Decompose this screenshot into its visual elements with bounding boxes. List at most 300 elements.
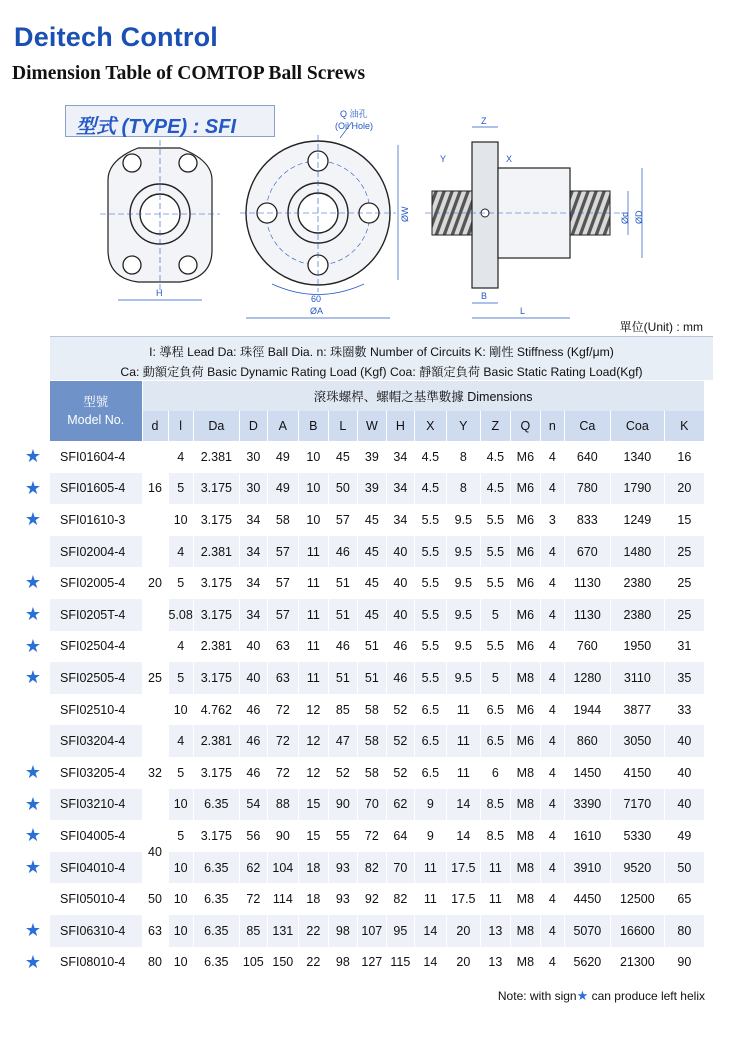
cell-ca: 833 xyxy=(564,504,610,536)
cell-z: 6 xyxy=(480,757,510,789)
cell-d: 40 xyxy=(239,662,267,694)
cell-w: 70 xyxy=(357,789,386,821)
technical-drawing xyxy=(0,100,745,325)
page-title: Dimension Table of COMTOP Ball Screws xyxy=(12,63,366,84)
cell-l: 10 xyxy=(168,504,193,536)
cell-da: 3.175 xyxy=(193,473,239,505)
cell-q: M8 xyxy=(510,852,540,884)
cell-l: 5 xyxy=(168,662,193,694)
star-icon: ★ xyxy=(24,477,42,498)
cell-q: M6 xyxy=(510,631,540,663)
cell-y: 9.5 xyxy=(446,567,480,599)
diameter-cell: 40 xyxy=(142,820,168,883)
cell-da: 2.381 xyxy=(193,725,239,757)
cell-l: 46 xyxy=(328,536,357,568)
dim-a-label: ØA xyxy=(310,306,324,316)
cell-d: 54 xyxy=(239,789,267,821)
column-header-K: K xyxy=(664,411,704,441)
cell-w: 45 xyxy=(357,567,386,599)
star-icon: ★ xyxy=(24,446,42,466)
diameter-cell: 32 xyxy=(142,725,168,820)
cell-n: 4 xyxy=(540,883,564,915)
cell-x: 5.5 xyxy=(414,631,446,663)
cell-da: 6.35 xyxy=(193,852,239,884)
cell-x: 6.5 xyxy=(414,725,446,757)
note-prefix: Note: with sign xyxy=(497,989,577,1003)
cell-a: 63 xyxy=(267,631,298,663)
model-header xyxy=(50,381,142,441)
model-cell: SFI03204-4 xyxy=(50,725,142,757)
cell-coa: 3050 xyxy=(610,725,664,757)
cell-x: 4.5 xyxy=(414,473,446,505)
column-header-B: B xyxy=(298,411,328,441)
table-body xyxy=(50,441,704,978)
cell-l: 5.08 xyxy=(168,599,193,631)
cell-q: M6 xyxy=(510,504,540,536)
cell-w: 82 xyxy=(357,852,386,884)
cell-b: 12 xyxy=(298,725,328,757)
dimensions-header: 滾珠螺桿、螺帽之基準數據 Dimensions xyxy=(142,381,704,411)
cell-k: 20 xyxy=(664,473,704,505)
cell-n: 3 xyxy=(540,504,564,536)
cell-d: 85 xyxy=(239,915,267,947)
cell-w: 58 xyxy=(357,757,386,789)
cell-l: 55 xyxy=(328,820,357,852)
diameter-cell: 63 xyxy=(142,915,168,947)
cell-b: 22 xyxy=(298,947,328,979)
table-row xyxy=(50,536,704,568)
model-cell: SFI01610-3 xyxy=(50,504,142,536)
cell-l: 51 xyxy=(328,567,357,599)
cell-l: 4 xyxy=(168,631,193,663)
cell-a: 63 xyxy=(267,662,298,694)
star-icon: ★ xyxy=(24,667,42,688)
cell-h: 40 xyxy=(386,599,414,631)
cell-k: 40 xyxy=(664,757,704,789)
cell-x: 5.5 xyxy=(414,567,446,599)
cell-n: 4 xyxy=(540,567,564,599)
cell-da: 2.381 xyxy=(193,631,239,663)
type-label: 型式 (TYPE) : SFI xyxy=(76,116,236,138)
column-header-Y: Y xyxy=(446,411,480,441)
cell-h: 52 xyxy=(386,757,414,789)
cell-da: 2.381 xyxy=(193,441,239,473)
cell-ca: 780 xyxy=(564,473,610,505)
cell-q: M8 xyxy=(510,789,540,821)
cell-y: 9.5 xyxy=(446,599,480,631)
cell-y: 20 xyxy=(446,947,480,979)
cell-n: 4 xyxy=(540,694,564,726)
diameter-cell: 50 xyxy=(142,883,168,915)
cell-ca: 760 xyxy=(564,631,610,663)
cell-x: 14 xyxy=(414,947,446,979)
cell-ca: 1280 xyxy=(564,662,610,694)
table-row xyxy=(50,725,704,757)
dim-h-label: H xyxy=(156,288,163,298)
table-row xyxy=(50,820,704,852)
star-icon: ★ xyxy=(576,988,589,1003)
diameter-cell: 16 xyxy=(142,441,168,536)
flange-front-flat-view xyxy=(100,140,220,300)
cell-x: 9 xyxy=(414,789,446,821)
dim-dd-label: ØD xyxy=(634,210,644,224)
cell-w: 51 xyxy=(357,662,386,694)
cell-k: 80 xyxy=(664,915,704,947)
table-row xyxy=(50,631,704,663)
cell-k: 90 xyxy=(664,947,704,979)
cell-k: 40 xyxy=(664,789,704,821)
cell-d: 56 xyxy=(239,820,267,852)
cell-a: 88 xyxy=(267,789,298,821)
cell-l: 5 xyxy=(168,567,193,599)
cell-l: 5 xyxy=(168,820,193,852)
cell-l: 47 xyxy=(328,725,357,757)
cell-y: 14 xyxy=(446,789,480,821)
cell-ca: 1130 xyxy=(564,599,610,631)
cell-l: 4 xyxy=(168,725,193,757)
cell-y: 20 xyxy=(446,915,480,947)
model-cell: SFI05010-4 xyxy=(50,883,142,915)
cell-b: 12 xyxy=(298,757,328,789)
cell-l: 10 xyxy=(168,883,193,915)
cell-q: M8 xyxy=(510,947,540,979)
cell-l: 10 xyxy=(168,694,193,726)
cell-coa: 2380 xyxy=(610,599,664,631)
cell-q: M6 xyxy=(510,599,540,631)
dim-l-label: L xyxy=(520,306,526,316)
model-cell: SFI02004-4 xyxy=(50,536,142,568)
cell-l: 85 xyxy=(328,694,357,726)
model-cell: SFI02505-4 xyxy=(50,662,142,694)
cell-da: 2.381 xyxy=(193,536,239,568)
model-cell: SFI02005-4 xyxy=(50,567,142,599)
cell-b: 15 xyxy=(298,789,328,821)
cell-y: 8 xyxy=(446,473,480,505)
cell-q: M8 xyxy=(510,662,540,694)
cell-z: 4.5 xyxy=(480,473,510,505)
table-row xyxy=(50,915,704,947)
cell-a: 104 xyxy=(267,852,298,884)
table-row xyxy=(50,441,704,473)
column-header-D: D xyxy=(239,411,267,441)
cell-b: 12 xyxy=(298,694,328,726)
column-header-Ca: Ca xyxy=(564,411,610,441)
nut-side-view xyxy=(425,116,644,318)
cell-l: 50 xyxy=(328,473,357,505)
cell-h: 64 xyxy=(386,820,414,852)
cell-n: 4 xyxy=(540,662,564,694)
cell-ca: 4450 xyxy=(564,883,610,915)
cell-w: 107 xyxy=(357,915,386,947)
diameter-cell: 80 xyxy=(142,947,168,979)
cell-l: 4 xyxy=(168,536,193,568)
cell-a: 57 xyxy=(267,536,298,568)
cell-da: 3.175 xyxy=(193,567,239,599)
cell-coa: 21300 xyxy=(610,947,664,979)
cell-coa: 1480 xyxy=(610,536,664,568)
cell-x: 11 xyxy=(414,852,446,884)
cell-k: 15 xyxy=(664,504,704,536)
cell-b: 15 xyxy=(298,820,328,852)
legend-line-1: I: 導程 Lead Da: 珠徑 Ball Dia. n: 珠圈數 Number of Circuits K: 剛性 Stiffness (Kgf/μm) xyxy=(149,345,614,359)
cell-b: 18 xyxy=(298,852,328,884)
cell-b: 10 xyxy=(298,504,328,536)
cell-l: 93 xyxy=(328,883,357,915)
cell-ca: 1944 xyxy=(564,694,610,726)
cell-z: 5.5 xyxy=(480,504,510,536)
cell-x: 5.5 xyxy=(414,599,446,631)
cell-n: 4 xyxy=(540,473,564,505)
model-cell: SFI03210-4 xyxy=(50,789,142,821)
legend-line-2: Ca: 動額定負荷 Basic Dynamic Rating Load (Kgf) Coa: 靜額定負荷 Basic Static Rating Load(Kgf) xyxy=(120,365,643,379)
star-icon: ★ xyxy=(24,856,42,877)
cell-y: 17.5 xyxy=(446,883,480,915)
cell-ca: 3390 xyxy=(564,789,610,821)
cell-b: 11 xyxy=(298,599,328,631)
cell-w: 72 xyxy=(357,820,386,852)
column-header-Coa: Coa xyxy=(610,411,664,441)
cell-h: 40 xyxy=(386,536,414,568)
cell-coa: 4150 xyxy=(610,757,664,789)
cell-y: 17.5 xyxy=(446,852,480,884)
dimension-table xyxy=(50,381,705,978)
cell-da: 6.35 xyxy=(193,915,239,947)
cell-b: 11 xyxy=(298,631,328,663)
column-header-n: n xyxy=(540,411,564,441)
cell-h: 70 xyxy=(386,852,414,884)
cell-n: 4 xyxy=(540,852,564,884)
cell-n: 4 xyxy=(540,915,564,947)
diameter-cell: 20 xyxy=(142,536,168,631)
cell-w: 127 xyxy=(357,947,386,979)
cell-l: 10 xyxy=(168,789,193,821)
cell-n: 4 xyxy=(540,789,564,821)
cell-ca: 640 xyxy=(564,441,610,473)
cell-n: 4 xyxy=(540,820,564,852)
star-icon: ★ xyxy=(24,762,42,782)
unit-label: 單位(Unit) : mm xyxy=(619,320,703,334)
cell-q: M8 xyxy=(510,820,540,852)
cell-b: 18 xyxy=(298,883,328,915)
cell-w: 58 xyxy=(357,725,386,757)
cell-l: 5 xyxy=(168,473,193,505)
cell-l: 90 xyxy=(328,789,357,821)
cell-x: 6.5 xyxy=(414,757,446,789)
cell-da: 3.175 xyxy=(193,662,239,694)
model-cell: SFI08010-4 xyxy=(50,947,142,979)
cell-coa: 9520 xyxy=(610,852,664,884)
cell-q: M8 xyxy=(510,883,540,915)
cell-x: 5.5 xyxy=(414,504,446,536)
cell-da: 3.175 xyxy=(193,504,239,536)
cell-w: 45 xyxy=(357,599,386,631)
cell-ca: 3910 xyxy=(564,852,610,884)
cell-l: 98 xyxy=(328,915,357,947)
cell-k: 25 xyxy=(664,599,704,631)
cell-q: M6 xyxy=(510,536,540,568)
star-icon: ★ xyxy=(24,604,42,624)
cell-q: M6 xyxy=(510,694,540,726)
cell-coa: 1249 xyxy=(610,504,664,536)
cell-da: 6.35 xyxy=(193,789,239,821)
cell-a: 49 xyxy=(267,441,298,473)
cell-w: 45 xyxy=(357,536,386,568)
model-cell: SFI01605-4 xyxy=(50,473,142,505)
cell-h: 46 xyxy=(386,662,414,694)
cell-y: 11 xyxy=(446,725,480,757)
cell-l: 52 xyxy=(328,757,357,789)
model-cell: SFI06310-4 xyxy=(50,915,142,947)
cell-x: 11 xyxy=(414,883,446,915)
cell-coa: 3877 xyxy=(610,694,664,726)
cell-b: 11 xyxy=(298,662,328,694)
cell-k: 25 xyxy=(664,536,704,568)
cell-y: 9.5 xyxy=(446,662,480,694)
cell-a: 131 xyxy=(267,915,298,947)
cell-z: 13 xyxy=(480,947,510,979)
cell-x: 6.5 xyxy=(414,694,446,726)
cell-coa: 7170 xyxy=(610,789,664,821)
cell-k: 16 xyxy=(664,441,704,473)
cell-da: 6.35 xyxy=(193,947,239,979)
cell-l: 10 xyxy=(168,852,193,884)
dim-x-label: X xyxy=(506,154,513,164)
cell-coa: 3110 xyxy=(610,662,664,694)
cell-a: 72 xyxy=(267,757,298,789)
column-header-X: X xyxy=(414,411,446,441)
column-header-Da: Da xyxy=(193,411,239,441)
cell-h: 46 xyxy=(386,631,414,663)
star-icon: ★ xyxy=(24,951,42,972)
cell-z: 6.5 xyxy=(480,725,510,757)
model-cell: SFI0205T-4 xyxy=(50,599,142,631)
cell-k: 49 xyxy=(664,820,704,852)
dim-w-label: ØW xyxy=(400,206,410,222)
cell-da: 4.762 xyxy=(193,694,239,726)
cell-l: 98 xyxy=(328,947,357,979)
cell-b: 11 xyxy=(298,536,328,568)
cell-w: 45 xyxy=(357,504,386,536)
cell-w: 58 xyxy=(357,694,386,726)
cell-w: 39 xyxy=(357,473,386,505)
cell-q: M6 xyxy=(510,567,540,599)
dim-z-label: Z xyxy=(481,116,487,126)
cell-a: 72 xyxy=(267,725,298,757)
column-header-d: d xyxy=(142,411,168,441)
cell-n: 4 xyxy=(540,536,564,568)
model-cell: SFI02504-4 xyxy=(50,631,142,663)
cell-h: 82 xyxy=(386,883,414,915)
cell-z: 5.5 xyxy=(480,631,510,663)
cell-z: 11 xyxy=(480,852,510,884)
model-cell: SFI03205-4 xyxy=(50,757,142,789)
cell-k: 35 xyxy=(664,662,704,694)
cell-l: 5 xyxy=(168,757,193,789)
cell-d: 105 xyxy=(239,947,267,979)
dim-y-label: Y xyxy=(440,154,447,164)
cell-z: 5.5 xyxy=(480,536,510,568)
cell-d: 30 xyxy=(239,441,267,473)
cell-k: 65 xyxy=(664,883,704,915)
cell-coa: 16600 xyxy=(610,915,664,947)
cell-k: 33 xyxy=(664,694,704,726)
cell-q: M8 xyxy=(510,757,540,789)
star-icon: ★ xyxy=(24,825,42,846)
cell-b: 11 xyxy=(298,567,328,599)
cell-coa: 5330 xyxy=(610,820,664,852)
cell-z: 8.5 xyxy=(480,789,510,821)
column-header-Q: Q xyxy=(510,411,540,441)
cell-w: 39 xyxy=(357,441,386,473)
column-header-L: L xyxy=(328,411,357,441)
cell-n: 4 xyxy=(540,631,564,663)
cell-l: 46 xyxy=(328,631,357,663)
cell-n: 4 xyxy=(540,725,564,757)
cell-z: 5 xyxy=(480,662,510,694)
model-cell: SFI02510-4 xyxy=(50,694,142,726)
cell-l: 51 xyxy=(328,599,357,631)
cell-b: 22 xyxy=(298,915,328,947)
cell-h: 62 xyxy=(386,789,414,821)
star-icon: ★ xyxy=(24,509,42,530)
cell-a: 57 xyxy=(267,567,298,599)
oil-hole-label: Q 油孔 xyxy=(340,109,368,119)
cell-n: 4 xyxy=(540,757,564,789)
cell-d: 34 xyxy=(239,536,267,568)
model-header-en: Model No. xyxy=(67,413,125,427)
diameter-cell: 25 xyxy=(142,631,168,726)
cell-d: 34 xyxy=(239,504,267,536)
star-icon: ★ xyxy=(24,920,42,940)
column-header-W: W xyxy=(357,411,386,441)
star-icon: ★ xyxy=(24,635,42,656)
cell-d: 40 xyxy=(239,631,267,663)
column-header-Z: Z xyxy=(480,411,510,441)
cell-d: 46 xyxy=(239,694,267,726)
cell-y: 9.5 xyxy=(446,631,480,663)
cell-ca: 1450 xyxy=(564,757,610,789)
cell-l: 93 xyxy=(328,852,357,884)
oil-hole-label-en: (Oil Hole) xyxy=(335,121,374,131)
brand-name: Deitech Control xyxy=(14,22,219,52)
cell-a: 58 xyxy=(267,504,298,536)
cell-h: 115 xyxy=(386,947,414,979)
cell-l: 57 xyxy=(328,504,357,536)
cell-z: 4.5 xyxy=(480,441,510,473)
cell-h: 34 xyxy=(386,473,414,505)
model-header-zh: 型號 xyxy=(83,395,109,409)
cell-b: 10 xyxy=(298,441,328,473)
cell-coa: 2380 xyxy=(610,567,664,599)
cell-l: 51 xyxy=(328,662,357,694)
legend xyxy=(50,336,713,380)
cell-q: M6 xyxy=(510,725,540,757)
cell-l: 10 xyxy=(168,947,193,979)
cell-l: 45 xyxy=(328,441,357,473)
cell-y: 11 xyxy=(446,757,480,789)
cell-n: 4 xyxy=(540,599,564,631)
note xyxy=(498,988,705,1004)
cell-x: 4.5 xyxy=(414,441,446,473)
cell-y: 9.5 xyxy=(446,504,480,536)
cell-coa: 1950 xyxy=(610,631,664,663)
column-header-A: A xyxy=(267,411,298,441)
cell-l: 4 xyxy=(168,441,193,473)
dim-60-label: 60 xyxy=(311,294,322,304)
column-header-row xyxy=(50,411,704,441)
cell-d: 62 xyxy=(239,852,267,884)
cell-x: 5.5 xyxy=(414,536,446,568)
